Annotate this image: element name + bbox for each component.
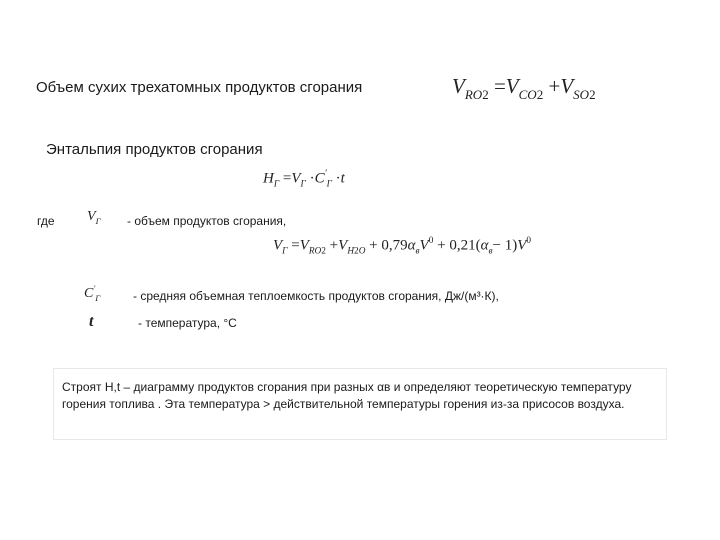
f3-v1-sup: 0 [428, 236, 434, 246]
note-box [53, 368, 667, 440]
f2-v: V [291, 170, 301, 187]
f3-lhs-sub: Г [282, 246, 288, 257]
def-t-text: - температура, °С [138, 316, 237, 330]
f1-a-sub2: 2 [536, 86, 544, 102]
f1-a-sub: CO [518, 86, 537, 102]
def-vg-v: V [87, 209, 96, 224]
f1-lhs: V [452, 74, 465, 98]
f3-plus1: + [329, 237, 339, 254]
f2-dot1: · [309, 170, 315, 187]
f2-c-prime: ' [324, 169, 327, 179]
f3-minus1: − 1) [492, 237, 518, 254]
heading-enthalpy: Энтальпия продуктов сгорания [46, 141, 263, 158]
f2-eq: = [282, 170, 292, 187]
formula-vro2 [452, 74, 596, 103]
f3-a-sub2: 2 [321, 246, 326, 257]
f3-eq: = [291, 237, 300, 254]
where-label: где [37, 214, 55, 228]
note-paragraph: Строят H,t – диаграмму продуктов сгорания при разных αв и определяют теоретическую температуру горения топлива . Эта температура > действительной температуры горения из-за присосов воздуха. [62, 380, 632, 411]
def-cg-symbol [84, 283, 100, 303]
f2-t: t [340, 170, 345, 187]
formula-enthalpy [263, 169, 345, 190]
f1-lhs-sub2: 2 [482, 86, 489, 102]
f1-plus: + [548, 74, 561, 98]
f2-c: C [314, 170, 325, 187]
f3-v2-sup: 0 [526, 236, 532, 246]
formula-vg-expansion [273, 236, 531, 257]
def-cg-text: - средняя объемная теплоемкость продуктов сгорания, Дж/(м³·К), [133, 289, 499, 303]
f3-lhs: V [273, 237, 283, 254]
f3-b-sub: H [347, 246, 355, 257]
f3-a-sub: RO [308, 246, 322, 257]
f2-h-sub: Г [273, 179, 280, 190]
f2-h: H [263, 170, 274, 187]
f3-alpha2: α [480, 237, 489, 254]
f3-v1: V [419, 237, 429, 254]
f1-b-sub: SO [573, 86, 590, 102]
f2-c-sub: Г [326, 179, 332, 190]
f2-v-sub: Г [300, 179, 306, 190]
f3-alpha1-sub: в [415, 246, 420, 257]
def-vg-text: - объем продуктов сгорания, [127, 214, 287, 228]
f3-plus2: + 0,79 [369, 237, 408, 254]
def-t-symbol: t [89, 313, 94, 330]
def-cg-prime: ' [93, 283, 96, 293]
f2-dot2: · [335, 170, 341, 187]
def-cg-sub: Г [95, 292, 101, 303]
f1-eq: = [493, 74, 506, 98]
f3-b: V [338, 237, 348, 254]
f3-alpha2-sub: в [488, 246, 493, 257]
def-vg-symbol [87, 209, 101, 226]
f3-a: V [299, 237, 309, 254]
f3-alpha1: α [407, 237, 416, 254]
f3-b-sub3: O [358, 246, 366, 257]
f3-b-sub2: 2 [354, 246, 359, 257]
f3-v2: V [517, 237, 527, 254]
f1-b: V [560, 74, 574, 98]
f1-a: V [505, 74, 519, 98]
f1-lhs-sub: RO [464, 86, 483, 102]
def-cg-c: C [84, 286, 94, 302]
f1-b-sub2: 2 [589, 86, 596, 102]
f3-plus3: + 0,21( [437, 237, 481, 254]
heading-dry-triatomic-volume: Объем сухих трехатомных продуктов сгорания [36, 79, 363, 96]
def-vg-sub: Г [95, 215, 101, 226]
